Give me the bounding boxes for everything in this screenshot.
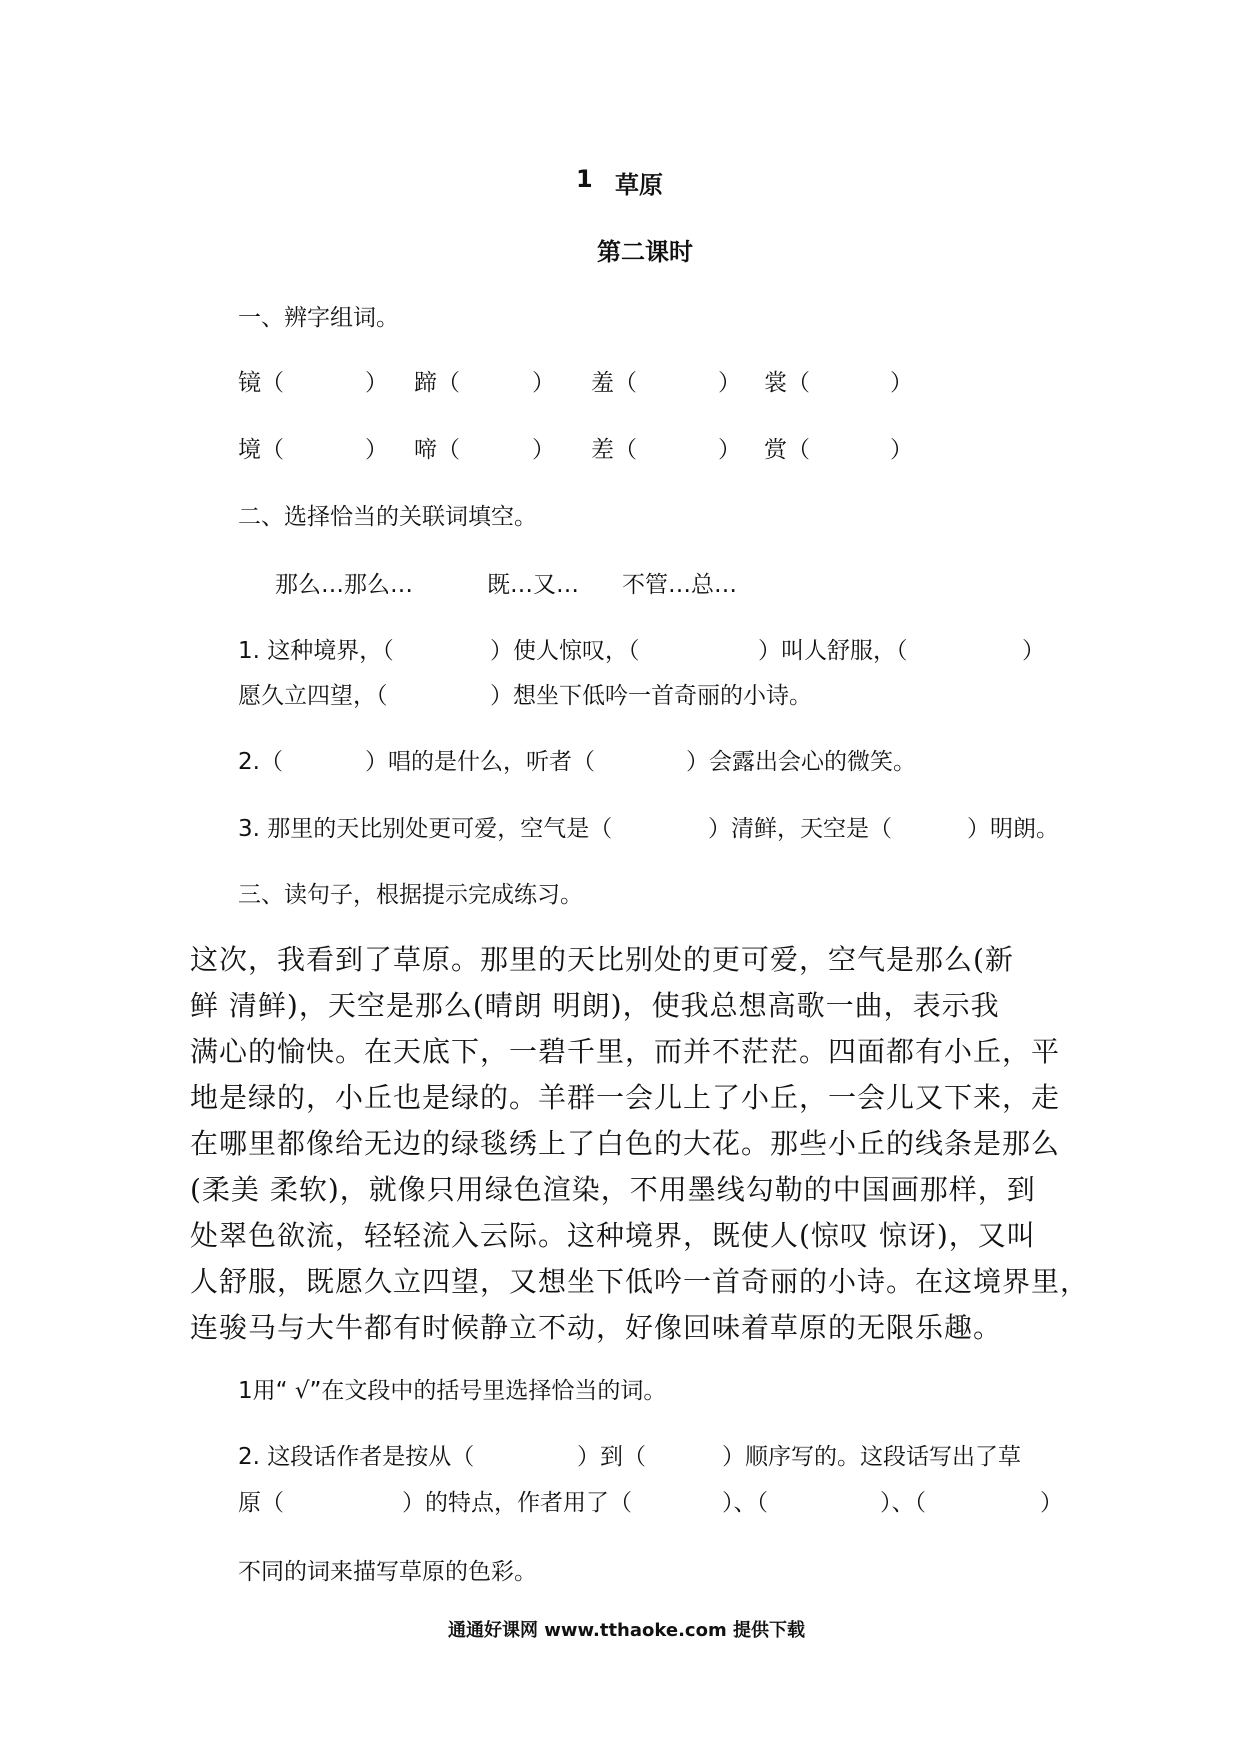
word-box-close: ） [718, 437, 741, 463]
q-text: ）、（ [880, 1490, 926, 1516]
lesson-title: 草原 [615, 171, 663, 199]
word-box-close: ） [718, 370, 741, 396]
q-text: ）清鲜，天空是（ [708, 816, 892, 842]
q-text: 3. 那里的天比别处更可爱，空气是（ [238, 816, 613, 842]
section2-heading: 二、选择恰当的关联词填空。 [238, 504, 537, 530]
option-3: 不管…总… [622, 572, 737, 598]
q-text: 愿久立四望，（ [238, 683, 388, 709]
q-text: 1. 这种境界，（ [238, 638, 394, 664]
word-box-close: ） [365, 370, 388, 396]
q-text: ）会露出会心的微笑。 [686, 749, 916, 775]
option-2: 既…又… [487, 572, 579, 598]
q-text: ）唱的是什么，听者（ [365, 749, 595, 775]
q-text: ） [1040, 1490, 1063, 1516]
s3-q1: 1用“ √”在文段中的括号里选择恰当的词。 [238, 1378, 667, 1404]
word-box-close: ） [890, 437, 913, 463]
option-1: 那么…那么… [275, 572, 413, 598]
word-box-open: 赏（ [764, 437, 810, 463]
word-box-close: ） [365, 437, 388, 463]
word-box-open: 蹄（ [414, 370, 460, 396]
q-text: 2. 这段话作者是按从（ [238, 1444, 475, 1470]
word-box-close: ） [532, 437, 555, 463]
q-text: ）叫人舒服，（ [758, 638, 908, 664]
word-box-open: 境（ [238, 437, 284, 463]
passage-line: 人舒服，既愿久立四望，又想坐下低吟一首奇丽的小诗。在这境界里， [190, 1265, 1090, 1298]
passage-line: 连骏马与大牛都有时候静立不动，好像回味着草原的无限乐趣。 [190, 1311, 1003, 1344]
q-text: ）使人惊叹，（ [490, 638, 640, 664]
q-text: 原（ [238, 1490, 284, 1516]
word-box-open: 差（ [591, 437, 637, 463]
word-box-open: 羞（ [591, 370, 637, 396]
word-box-close: ） [532, 370, 555, 396]
q-text: ）顺序写的。这段话写出了草 [722, 1444, 1021, 1470]
section1-heading: 一、辨字组词。 [238, 305, 399, 331]
q-text: 2.（ [238, 749, 283, 775]
footer-download-notice: 通通好课网 www.tthaoke.com 提供下载 [448, 1620, 805, 1641]
q-text: ）明朗。 [967, 816, 1059, 842]
q-text: ）、（ [722, 1490, 768, 1516]
lesson-number: 1 [576, 165, 593, 193]
word-box-open: 裳（ [764, 370, 810, 396]
s3-q2-line3: 不同的词来描写草原的色彩。 [238, 1559, 537, 1585]
word-box-close: ） [890, 370, 913, 396]
word-box-open: 镜（ [238, 370, 284, 396]
passage-line: 这次，我看到了草原。那里的天比别处的更可爱，空气是那么(新 [190, 943, 1014, 976]
passage-line: (柔美 柔软)，就像只用绿色渲染，不用墨线勾勒的中国画那样，到 [190, 1173, 1036, 1206]
lesson-subtitle: 第二课时 [597, 238, 693, 266]
passage-line: 鲜 清鲜)，天空是那么(晴朗 明朗)，使我总想高歌一曲，表示我 [190, 989, 1000, 1022]
q-text: ）到（ [577, 1444, 646, 1470]
passage-line: 地是绿的，小丘也是绿的。羊群一会儿上了小丘，一会儿又下来，走 [190, 1081, 1061, 1114]
passage-line: 在哪里都像给无边的绿毯绣上了白色的大花。那些小丘的线条是那么 [190, 1127, 1061, 1160]
word-box-open: 啼（ [414, 437, 460, 463]
q-text: ）的特点，作者用了（ [402, 1490, 632, 1516]
passage-line: 满心的愉快。在天底下，一碧千里，而并不茫茫。四面都有小丘，平 [190, 1035, 1061, 1068]
q-text: ） [1022, 638, 1045, 664]
q-text: ）想坐下低吟一首奇丽的小诗。 [490, 683, 812, 709]
passage-line: 处翠色欲流，轻轻流入云际。这种境界，既使人(惊叹 惊讶)，又叫 [190, 1219, 1036, 1252]
section3-heading: 三、读句子，根据提示完成练习。 [238, 882, 583, 908]
